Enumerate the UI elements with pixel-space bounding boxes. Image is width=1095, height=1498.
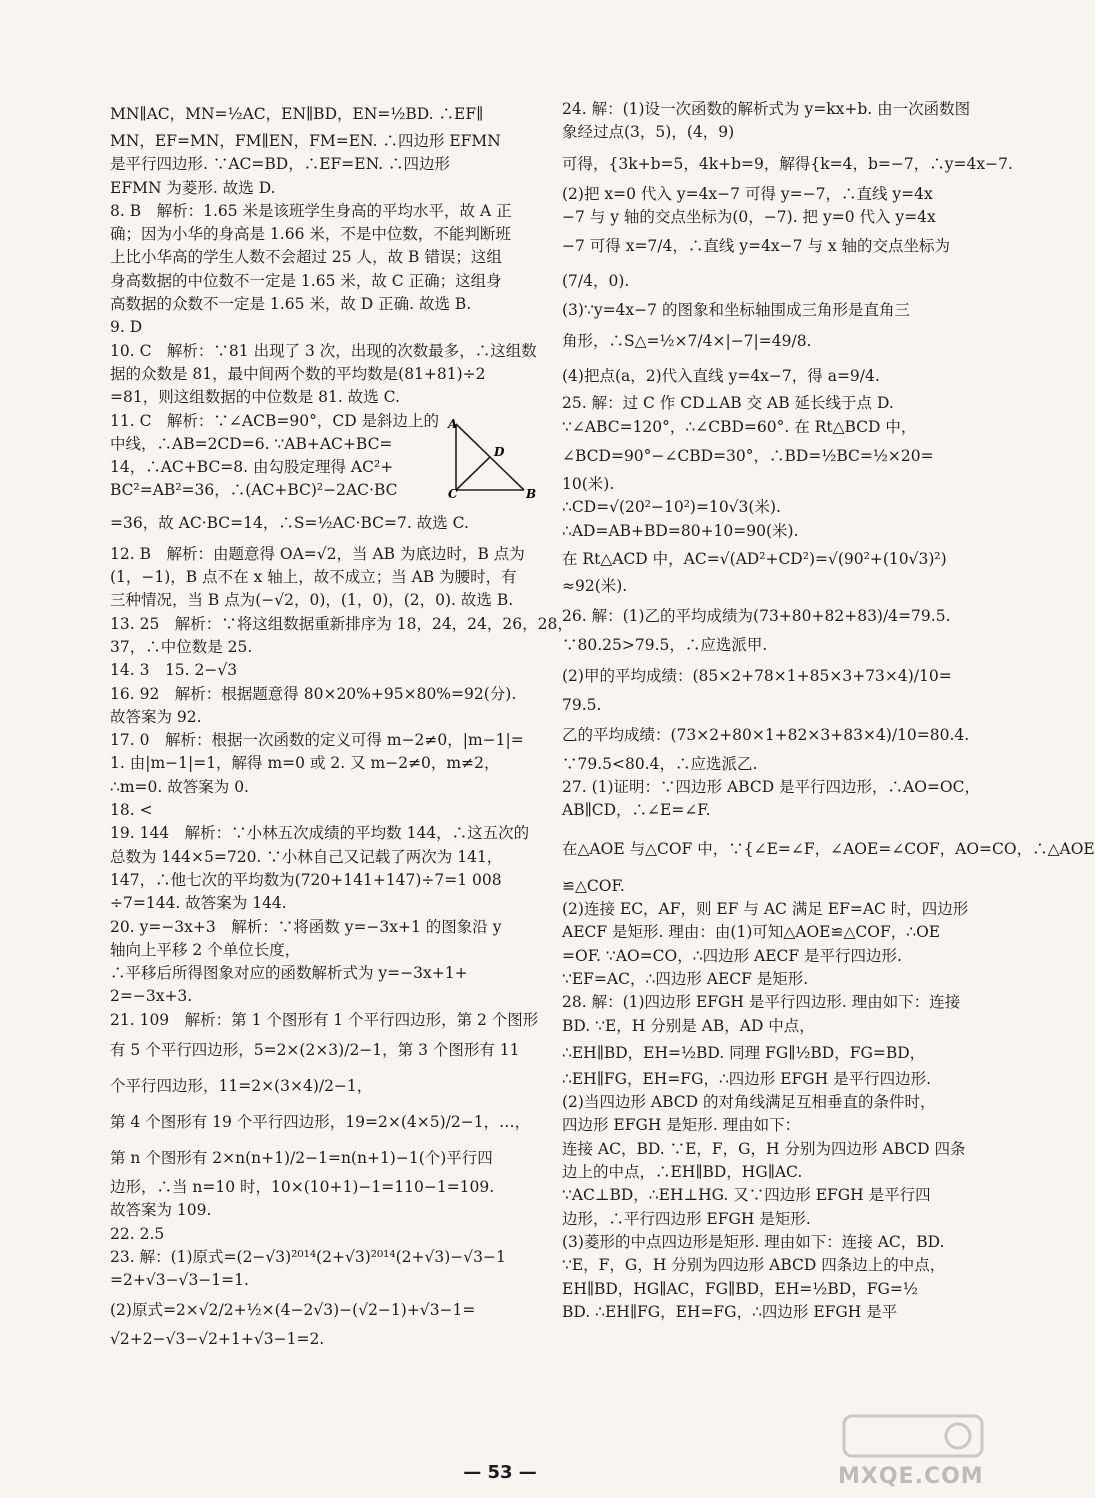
right-text-line: ∵80.25>79.5，∴应选派甲. bbox=[562, 636, 768, 655]
right-text-line: 可得，{3k+b=5，4k+b=9，解得{k=4，b=−7，∴y=4x−7. bbox=[562, 154, 1013, 173]
left-text-line: 8. B 解析：1.65 米是该班学生身高的平均水平，故 A 正 bbox=[110, 201, 512, 220]
right-text-line: ∵79.5<80.4，∴应选派乙. bbox=[562, 754, 758, 773]
left-text-line: 有 5 个平行四边形，5=2×(2×3)/2−1，第 3 个图形有 11 bbox=[110, 1040, 520, 1059]
left-text-line: 18. < bbox=[110, 801, 153, 820]
page-number: — 53 — bbox=[463, 1462, 537, 1483]
left-text-line: 总数为 144×5=720. ∵小林自己又记载了两次为 141， bbox=[110, 847, 503, 866]
left-text-line: MN，EF=MN，FM∥EN，FM=EN. ∴四边形 EFMN bbox=[110, 132, 501, 150]
left-text-line: √2+2−√3−√2+1+√3−1=2. bbox=[110, 1330, 325, 1349]
right-text-line: (7/4，0). bbox=[562, 272, 630, 291]
left-text-line: 上比小华高的学生人数不会超过 25 人，故 B 错误；这组 bbox=[110, 248, 502, 267]
left-text-line: 14，∴AC+BC=8. 由勾股定理得 AC²+ bbox=[110, 458, 394, 477]
right-text-line: ≈92(米). bbox=[562, 576, 628, 595]
left-text-line: 13. 25 解析：∵将这组数据重新排序为 18，24，24，26，28， bbox=[110, 614, 573, 633]
left-text-line: 9. D bbox=[110, 318, 143, 337]
left-text-line: 故答案为 92. bbox=[110, 707, 202, 726]
right-text-line: BD. ∵E，H 分别是 AB，AD 中点， bbox=[562, 1016, 815, 1035]
left-text-line: 37，∴中位数是 25. bbox=[110, 637, 253, 656]
left-text-line: 21. 109 解析：第 1 个图形有 1 个平行四边形，第 2 个图形 bbox=[110, 1010, 539, 1029]
right-text-line: ∴EH∥FG，EH=FG，∴四边形 EFGH 是平行四边形. bbox=[562, 1069, 932, 1088]
right-text-line: ≌△COF. bbox=[562, 876, 625, 895]
left-text-line: ∴m=0. 故答案为 0. bbox=[110, 777, 249, 796]
right-text-line: 79.5. bbox=[562, 695, 602, 714]
left-text-line: 11. C 解析：∵∠ACB=90°，CD 是斜边上的 bbox=[110, 411, 440, 430]
label-c: C bbox=[448, 487, 458, 501]
right-text-line: 在△AOE 与△COF 中，∵{∠E=∠F，∠AOE=∠COF，AO=CO，∴△AOE bbox=[562, 839, 1095, 858]
left-text-line: ∴平移后所得图象对应的函数解析式为 y=−3x+1+ bbox=[110, 964, 468, 983]
left-text-line: 中线，∴AB=2CD=6. ∵AB+AC+BC= bbox=[110, 434, 393, 453]
left-text-line: 17. 0 解析：根据一次函数的定义可得 m−2≠0，|m−1|= bbox=[110, 731, 524, 750]
right-text-line: 边上的中点，∴EH∥BD，HG∥AC. bbox=[562, 1163, 803, 1182]
left-text-line: 23. 解：(1)原式=(2−√3)²⁰¹⁴(2+√3)²⁰¹⁴(2+√3)−√3−1 bbox=[110, 1247, 506, 1266]
right-text-line: 在 Rt△ACD 中，AC=√(AD²+CD²)=√(90²+(10√3)²) bbox=[562, 549, 947, 568]
left-text-line: 是平行四边形. ∵AC=BD，∴EF=EN. ∴四边形 bbox=[110, 155, 451, 174]
left-text-line: 第 4 个图形有 19 个平行四边形，19=2×(4×5)/2−1，…， bbox=[110, 1112, 531, 1131]
right-text-line: ∵∠ABC=120°，∴∠CBD=60°. 在 Rt△BCD 中， bbox=[562, 417, 917, 436]
left-text-line: 16. 92 解析：根据题意得 80×20%+95×80%=92(分). bbox=[110, 684, 517, 703]
left-text-line: 1. 由|m−1|=1，解得 m=0 或 2. 又 m−2≠0，m≠2， bbox=[110, 754, 500, 773]
left-text-line: 14. 3 15. 2−√3 bbox=[110, 661, 238, 680]
left-text-line: 边形，∴当 n=10 时，10×(10+1)−1=110−1=109. bbox=[110, 1177, 495, 1196]
label-d: D bbox=[494, 445, 505, 459]
right-text-line: −7 与 y 轴的交点坐标为(0，−7). 把 y=0 代入 y=4x bbox=[562, 207, 936, 226]
left-text-line: 10. C 解析：∵81 出现了 3 次，出现的次数最多，∴这组数 bbox=[110, 341, 537, 360]
right-text-line: 角形，∴S△=½×7/4×|−7|=49/8. bbox=[562, 332, 812, 351]
left-text-line: 确；因为小华的身高是 1.66 米，不是中位数，不能判断班 bbox=[110, 225, 511, 244]
right-text-line: (2)甲的平均成绩：(85×2+78×1+85×3+73×4)/10= bbox=[562, 666, 952, 685]
right-text-line: 四边形 EFGH 是矩形. 理由如下： bbox=[562, 1116, 801, 1135]
left-text-line: 故答案为 109. bbox=[110, 1201, 212, 1220]
right-text-line: ∴CD=√(20²−10²)=10√3(米). bbox=[562, 498, 781, 517]
left-column bbox=[110, 98, 573, 1352]
label-b: B bbox=[526, 487, 537, 501]
right-text-line: AB∥CD，∴∠E=∠F. bbox=[562, 801, 711, 820]
right-text-line: EH∥BD，HG∥AC，FG∥BD，EH=½BD，FG=½ bbox=[562, 1279, 918, 1298]
left-text-line: ÷7=144. 故答案为 144. bbox=[110, 894, 287, 913]
right-column bbox=[562, 98, 1095, 1324]
left-text-line: 12. B 解析：由题意得 OA=√2，当 AB 为底边时，B 点为 bbox=[110, 544, 525, 563]
left-text-line: 高数据的众数不一定是 1.65 米，故 D 正确. 故选 B. bbox=[110, 295, 472, 314]
right-text-line: (2)当四边形 ABCD 的对角线满足互相垂直的条件时， bbox=[562, 1093, 936, 1112]
left-text-line: (1，−1)，B 点不在 x 轴上，故不成立；当 AB 为腰时，有 bbox=[110, 568, 517, 587]
right-text-line: 连接 AC，BD. ∵E，F，G，H 分别为四边形 ABCD 四条 bbox=[562, 1139, 966, 1158]
left-text-line: BC²=AB²=36，∴(AC+BC)²−2AC·BC bbox=[110, 481, 398, 500]
right-text-line: (2)连接 EC，AF，则 EF 与 AC 满足 EF=AC 时，四边形 bbox=[562, 900, 969, 919]
right-text-line: ∠BCD=90°−∠CBD=30°，∴BD=½BC=½×20= bbox=[562, 447, 934, 466]
left-text-line: (2)原式=2×√2/2+½×(4−2√3)−(√2−1)+√3−1= bbox=[110, 1301, 476, 1320]
left-text-line: 身高数据的中位数不一定是 1.65 米，故 C 正确；这组身 bbox=[110, 271, 502, 290]
right-text-line: BD. ∴EH∥FG，EH=FG，∴四边形 EFGH 是平 bbox=[562, 1302, 898, 1321]
left-text-line: =36，故 AC·BC=14，∴S=½AC·BC=7. 故选 C. bbox=[110, 513, 469, 532]
left-text-line: 第 n 个图形有 2×n(n+1)/2−1=n(n+1)−1(个)平行四 bbox=[110, 1148, 493, 1167]
right-text-line: AECF 是矩形. 理由：由(1)可知△AOE≌△COF，∴OE bbox=[562, 923, 941, 942]
median-cd bbox=[456, 457, 490, 490]
right-text-line: 乙的平均成绩：(73×2+80×1+82×3+83×4)/10=80.4. bbox=[562, 725, 970, 744]
right-text-line: 边形，∴平行四边形 EFGH 是矩形. bbox=[562, 1209, 811, 1228]
right-text-line: 28. 解：(1)四边形 EFGH 是平行四边形. 理由如下：连接 bbox=[562, 993, 961, 1012]
right-text-line: ∵AC⊥BD，∴EH⊥HG. 又∵四边形 EFGH 是平行四 bbox=[562, 1186, 931, 1205]
left-text-line: =81，则这组数据的中位数是 81. 故选 C. bbox=[110, 388, 400, 407]
right-text-line: ∴AD=AB+BD=80+10=90(米). bbox=[562, 521, 799, 540]
right-text-line: 象经过点(3，5)，(4，9) bbox=[562, 123, 735, 142]
left-text-line: MN∥AC，MN=½AC，EN∥BD，EN=½BD. ∴EF∥ bbox=[110, 105, 484, 123]
right-text-line: 10(米). bbox=[562, 475, 615, 494]
left-text-line: 20. y=−3x+3 解析：∵将函数 y=−3x+1 的图象沿 y bbox=[110, 917, 502, 936]
label-a: A bbox=[448, 417, 458, 431]
right-text-line: (3)菱形的中点四边形是矩形. 理由如下：连接 AC，BD. bbox=[562, 1232, 945, 1251]
right-text-line: −7 可得 x=7/4，∴直线 y=4x−7 与 x 轴的交点坐标为 bbox=[562, 237, 951, 256]
left-text-line: 22. 2.5 bbox=[110, 1224, 165, 1243]
right-text-line: 25. 解：过 C 作 CD⊥AB 交 AB 延长线于点 D. bbox=[562, 394, 894, 413]
left-text-line: 轴向上平移 2 个单位长度， bbox=[110, 940, 301, 959]
right-text-line: 27. (1)证明：∵四边形 ABCD 是平行四边形，∴AO=OC， bbox=[562, 778, 981, 797]
right-text-line: ∴EH∥BD，EH=½BD. 同理 FG∥½BD，FG=BD， bbox=[562, 1043, 926, 1062]
right-text-line: ∵EF=AC，∴四边形 AECF 是矩形. bbox=[562, 969, 809, 988]
watermark-text: MXQE.COM bbox=[838, 1464, 984, 1489]
right-text-line: 26. 解：(1)乙的平均成绩为(73+80+82+83)/4=79.5. bbox=[562, 607, 951, 626]
right-text-line: (2)把 x=0 代入 y=4x−7 可得 y=−7，∴直线 y=4x bbox=[562, 184, 933, 203]
left-text-line: 2=−3x+3. bbox=[110, 987, 193, 1006]
left-text-line: 147，∴他七次的平均数为(720+141+147)÷7=1 008 bbox=[110, 870, 502, 889]
right-text-line: (3)∵y=4x−7 的图象和坐标轴围成三角形是直角三 bbox=[562, 301, 910, 320]
left-text-line: 三种情况，当 B 点为(−√2，0)，(1，0)，(2，0). 故选 B. bbox=[110, 591, 514, 610]
left-text-line: 个平行四边形，11=2×(3×4)/2−1， bbox=[110, 1076, 373, 1095]
left-text-line: 据的众数是 81，最中间两个数的平均数是(81+81)÷2 bbox=[110, 364, 486, 383]
right-text-line: (4)把点(a，2)代入直线 y=4x−7，得 a=9/4. bbox=[562, 367, 880, 386]
right-text-line: ∵E，F，G，H 分别为四边形 ABCD 四条边上的中点， bbox=[562, 1256, 946, 1275]
left-text-line: 19. 144 解析：∵小林五次成绩的平均数 144，∴这五次的 bbox=[110, 824, 530, 843]
watermark-icon bbox=[838, 1410, 988, 1460]
left-text-line: =2+√3−√3−1=1. bbox=[110, 1271, 249, 1290]
right-text-line: =OF. ∵AO=CO，∴四边形 AECF 是平行四边形. bbox=[562, 946, 902, 965]
left-text-line: EFMN 为菱形. 故选 D. bbox=[110, 178, 276, 197]
right-text-line: 24. 解：(1)设一次函数的解析式为 y=kx+b. 由一次函数图 bbox=[562, 100, 971, 118]
triangle-diagram bbox=[440, 417, 540, 501]
watermark-logo bbox=[838, 1410, 988, 1490]
